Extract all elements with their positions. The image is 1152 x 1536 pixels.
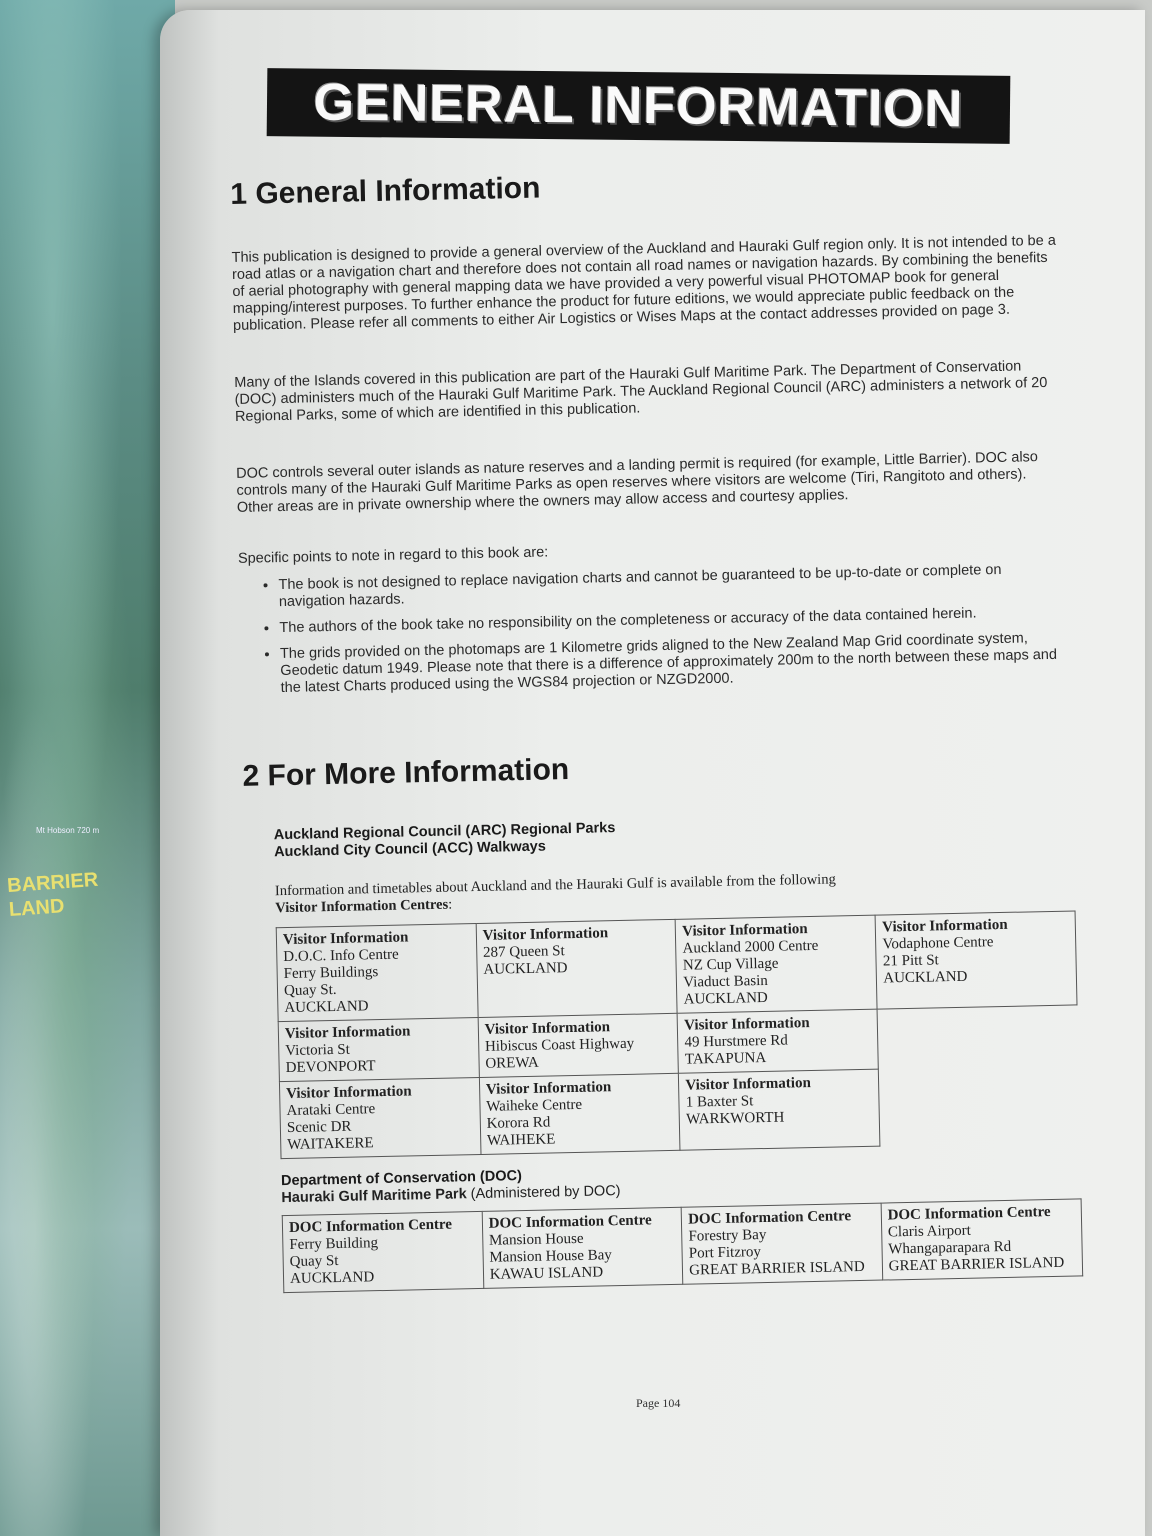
cell-line: TAKAPUNA <box>684 1049 767 1068</box>
cell-line: GREAT BARRIER ISLAND <box>689 1258 865 1279</box>
peak-label: Mt Hobson 720 m <box>36 826 100 835</box>
cell-line: 1 Baxter St <box>685 1093 754 1111</box>
cell-line: Viaduct Basin <box>683 972 768 991</box>
section-2-heading <box>242 742 1073 793</box>
table-cell <box>677 1009 878 1073</box>
cell-line: WARKWORTH <box>685 1109 785 1128</box>
cell-title: Visitor Information <box>882 916 1008 936</box>
table-cell <box>679 1069 881 1150</box>
table-cell <box>478 1013 679 1077</box>
cell-line: Hibiscus Coast Highway <box>484 1035 635 1055</box>
arc-heading: Auckland Regional Council (ARC) Regional Parks <box>273 820 616 844</box>
section-2-number: 2 <box>242 759 260 793</box>
cell-line: GREAT BARRIER ISLAND <box>888 1254 1065 1275</box>
table-cell <box>282 1211 483 1292</box>
cell-line: DEVONPORT <box>285 1058 376 1077</box>
list-item: • The grids provided on the photomaps are 1 Kilometre grids aligned to the New Zealand Map Grid coordinate system, Geodetic datum 1949. Please note that there is a difference of approximately 200m to the north between these maps and the latest Charts produced using the WGS84 projection or NZGD2000. <box>280 630 1071 698</box>
cell-line: WAIHEKE <box>486 1131 556 1149</box>
cell-line: Forestry Bay <box>688 1227 767 1245</box>
cell-title: Visitor Information <box>684 1015 810 1034</box>
cell-title: Visitor Information <box>485 1079 612 1098</box>
cell-line: AUCKLAND <box>483 960 568 978</box>
doc-subheading-rest: (Administered by DOC) <box>466 1183 621 1203</box>
page-number: Page 104 <box>636 1396 681 1410</box>
visitor-centres-table <box>276 910 1081 1159</box>
island-map-label: BARRIER LAND <box>6 868 99 922</box>
cell-line: 21 Pitt St <box>882 952 939 970</box>
cell-title: DOC Information Centre <box>687 1208 852 1228</box>
cell-line: Mansion House Bay <box>489 1247 613 1266</box>
doc-subheading-bold: Hauraki Gulf Maritime Park <box>281 1186 467 1207</box>
arc-block <box>244 810 1084 1293</box>
cell-line: Auckland 2000 Centre <box>682 937 819 957</box>
cell-line: Waiheke Centre <box>486 1096 583 1115</box>
table-cell <box>875 911 1077 1009</box>
section-1-paragraph: DOC controls several outer islands as nature reserves and a landing permit is required (for example, Little Barrier). DOC also controls many of the Hauraki Gulf Maritime Parks as open reserves where visitors are welcome (Tiri, Rangitoto and others). Other areas are in private ownership where the owners may allow access and courtesy applies. <box>236 449 1039 516</box>
page-content <box>230 161 1083 1294</box>
cell-line: Korora Rd <box>486 1114 551 1132</box>
section-1-paragraph: This publication is designed to provide a general overview of the Auckland and Hauraki Gulf region only. It is not intended to be a road atlas or a navigation chart and therefore does not contain all road names or navigation hazards. By combining the benefits of aerial photography with general mapping data we have provided a very powerful visual PHOTOMAP book for general mapping/interest purposes. To further enhance the product for future editions, we would appreciate public feedback on the publication. Please refer all comments to either Air Logistics or Wises Maps at the contact addresses provided on page 3. <box>231 232 1056 334</box>
cell-line: Claris Airport <box>887 1222 972 1241</box>
table-cell <box>476 919 678 1017</box>
cell-title: Visitor Information <box>685 1075 812 1094</box>
cell-title: Visitor Information <box>682 921 808 940</box>
cell-line: AUCKLAND <box>284 998 369 1017</box>
cell-line: AUCKLAND <box>883 968 968 987</box>
cell-line: Whangaparapara Rd <box>888 1238 1012 1258</box>
cell-title: Visitor Information <box>286 1083 412 1103</box>
visitor-intro-bold: Visitor Information Centres <box>275 896 449 917</box>
cell-line: Ferry Building <box>289 1235 379 1253</box>
cell-line: 49 Hurstmere Rd <box>684 1032 789 1051</box>
cell-line: WAITAKERE <box>287 1135 374 1154</box>
cell-line: Scenic DR <box>286 1118 352 1137</box>
cell-line: OREWA <box>485 1054 539 1072</box>
cell-line: Quay St <box>289 1252 339 1270</box>
cell-line: Mansion House <box>488 1230 584 1249</box>
empty-cell <box>879 1065 1080 1146</box>
section-1-title: General Information <box>255 171 541 211</box>
section-1-number: 1 <box>230 177 248 211</box>
visitor-intro-text: Information and timetables about Auckland and the Hauraki Gulf is available from the following <box>274 871 836 900</box>
table-cell <box>276 924 478 1022</box>
table-cell <box>675 915 877 1013</box>
table-cell <box>681 1203 882 1284</box>
notes-list <box>238 561 1070 698</box>
cell-line: Arataki Centre <box>286 1101 376 1120</box>
cell-line: Quay St. <box>283 981 337 1000</box>
visitor-intro <box>275 866 1076 917</box>
table-cell <box>279 1077 480 1158</box>
doc-heading: Department of Conservation (DOC) <box>280 1168 523 1190</box>
page-banner <box>267 68 1011 144</box>
acc-heading: Auckland City Council (ACC) Walkways <box>273 838 547 861</box>
cell-line: AUCKLAND <box>683 989 768 1008</box>
cell-line: Vodaphone Centre <box>882 934 994 953</box>
cell-line: KAWAU ISLAND <box>489 1264 604 1283</box>
table-cell <box>881 1199 1083 1280</box>
cell-line: NZ Cup Village <box>682 955 779 974</box>
list-item: • The book is not designed to replace navigation charts and cannot be guaranteed to be up-to-date or complete on navigation hazards. <box>278 561 1069 612</box>
cell-line: 287 Queen St <box>482 943 565 961</box>
section-1-paragraph: Specific points to note in regard to this book are: <box>237 544 549 567</box>
doc-block <box>281 1156 1082 1207</box>
cell-title: Visitor Information <box>282 929 409 949</box>
cell-title: Visitor Information <box>482 925 609 944</box>
table-cell <box>278 1017 479 1081</box>
cell-line: Port Fitzroy <box>688 1244 762 1262</box>
section-2-title: For More Information <box>267 753 570 793</box>
table-cell <box>482 1207 683 1288</box>
cell-line: AUCKLAND <box>289 1269 375 1287</box>
left-page-aerial-photo <box>0 0 175 1536</box>
empty-cell <box>877 1005 1078 1069</box>
list-item: • The authors of the book take no responsibility on the completeness or accuracy of the data contained herein. <box>279 604 1069 638</box>
table-row <box>282 1199 1082 1293</box>
cell-line: Victoria St <box>285 1041 350 1060</box>
table-row <box>276 911 1077 1022</box>
cell-title: DOC Information Centre <box>887 1204 1051 1224</box>
section-1-paragraph: Many of the Islands covered in this publication are part of the Hauraki Gulf Maritime Park. The Department of Conservation (DOC) administers much of the Hauraki Gulf Maritime Park. The Auckland Regional Council (ARC) administers a network of 20 Regional Parks, some of which are identified in this publication. <box>234 358 1048 425</box>
cell-title: DOC Information Centre <box>288 1216 453 1236</box>
banner-title: GENERAL INFORMATION <box>313 73 964 139</box>
cell-title: DOC Information Centre <box>488 1212 652 1232</box>
table-cell <box>479 1073 680 1154</box>
cell-title: Visitor Information <box>284 1023 411 1043</box>
cell-line: D.O.C. Info Centre <box>283 946 399 966</box>
visitor-intro-colon: : <box>448 896 453 913</box>
cell-line: Ferry Buildings <box>283 964 379 983</box>
cell-title: Visitor Information <box>484 1019 611 1038</box>
table-row <box>279 1065 1079 1159</box>
